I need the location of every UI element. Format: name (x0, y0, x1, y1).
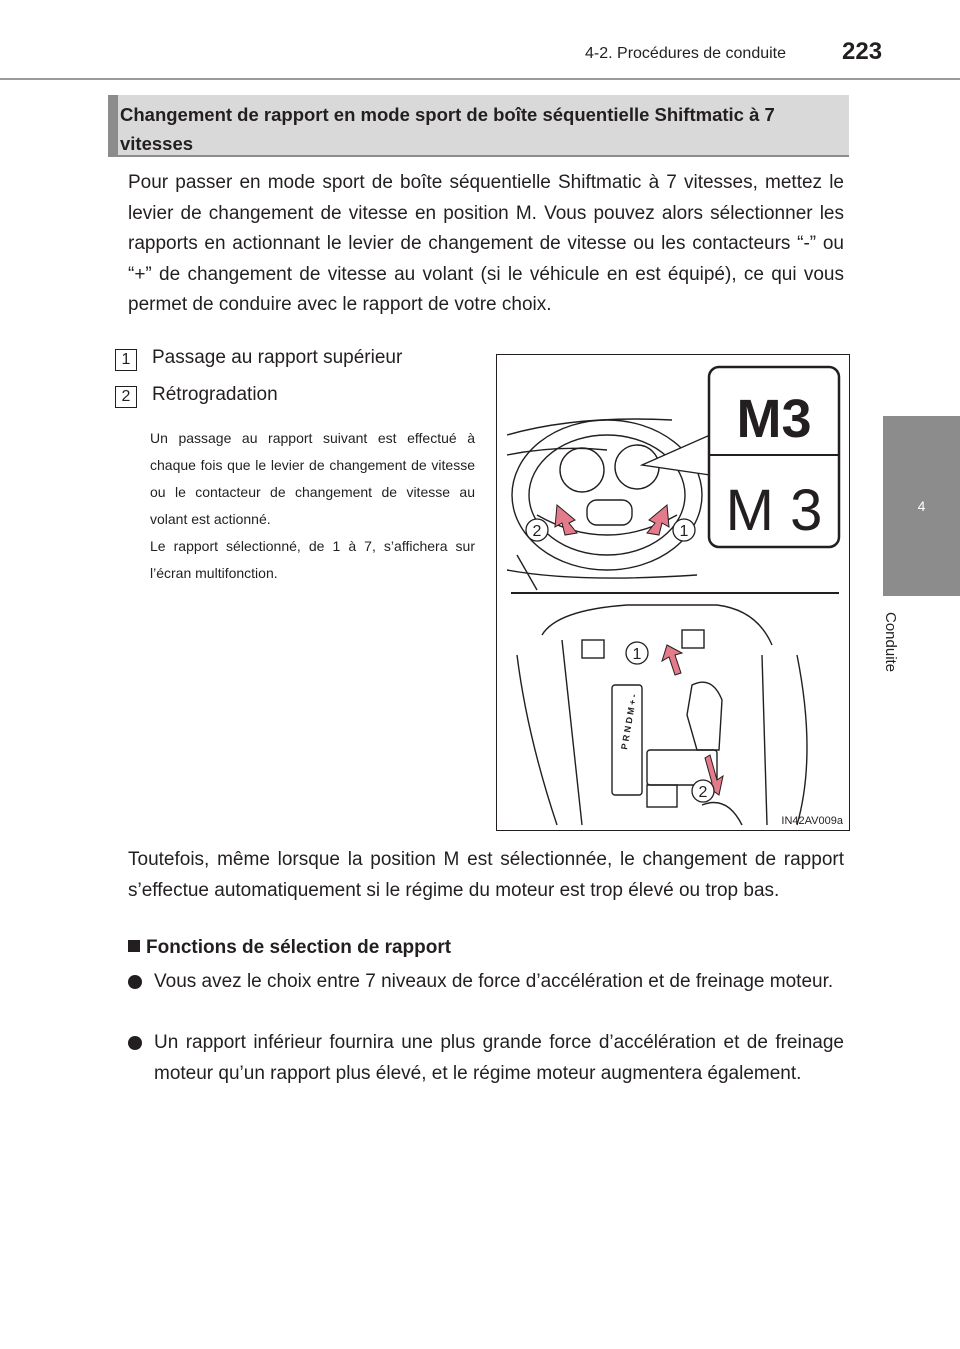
header-divider (0, 78, 960, 80)
display-gear-large: M 3 (725, 478, 823, 543)
page-header (0, 0, 960, 80)
chapter-label: Conduite (882, 612, 899, 673)
chapter-tab (883, 416, 960, 596)
callout-2-lever: 2 (698, 784, 708, 801)
subsection-heading-text: Fonctions de sélection de rapport (146, 937, 452, 958)
display-gear-small: M3 (736, 389, 812, 449)
note-paragraph: Toutefois, même lorsque la position M est sélectionnée, le changement de rapport s’effectue automatiquement si le régime du moteur est trop élevé ou trop bas. (128, 849, 844, 901)
step-label: Passage au rapport supérieur (152, 347, 403, 368)
section-title: 4-2. Procédures de conduite (585, 45, 787, 62)
heading-underline (108, 155, 849, 157)
gate-labels: P R N D M + - (619, 693, 639, 751)
square-bullet-icon (128, 940, 140, 952)
shift-illustration (496, 354, 850, 831)
figure-id: IN42AV009a (781, 815, 843, 827)
chapter-label-box (882, 600, 945, 690)
step-number-badge: 1 (115, 349, 137, 371)
chapter-number: 4 (917, 498, 926, 514)
section-heading: Changement de rapport en mode sport de boîte séquentielle Shiftmatic à 7 vitesses (120, 104, 775, 154)
illustration-drawing (497, 355, 850, 831)
callout-1-wheel: 1 (679, 523, 689, 540)
step-label: Rétrogradation (152, 384, 278, 405)
bullet-dot-icon (128, 975, 142, 989)
step-number-badge: 2 (115, 386, 137, 408)
list-item-text: Un rapport inférieur fournira une plus grande force d’accélération et de freinage moteur qu’un rapport plus élevé, et le régime moteur augmentera également. (154, 1032, 844, 1084)
intro-paragraph: Pour passer en mode sport de boîte séquentielle Shiftmatic à 7 vitesses, mettez le levier de changement de vitesse en position M. Vous pouvez alors sélectionner les rapports en actionnant le levier de changement de vitesse ou les contacteurs “-” ou “+” de changement de vitesse au volant (si le véhicule en est équipé), ce qui vous permet de conduire avec le rapport de votre choix. (128, 172, 844, 315)
callout-2-wheel: 2 (532, 523, 542, 540)
note-text: Un passage au rapport suivant est effectué à chaque fois que le levier de changement de vitesse ou le contacteur de changement de vitesse au volant est actionné. Le rapport sélectionné, de 1 à 7, s’affichera sur l’écran multifonction. (150, 430, 475, 581)
heading-accent-bar (108, 95, 118, 157)
section-heading-box (108, 95, 849, 157)
subsection-heading (128, 937, 451, 959)
callout-1-lever: 1 (632, 646, 642, 663)
page-number: 223 (842, 38, 883, 65)
bullet-dot-icon (128, 1036, 142, 1050)
list-item-text: Vous avez le choix entre 7 niveaux de force d’accélération et de freinage moteur. (154, 971, 834, 992)
